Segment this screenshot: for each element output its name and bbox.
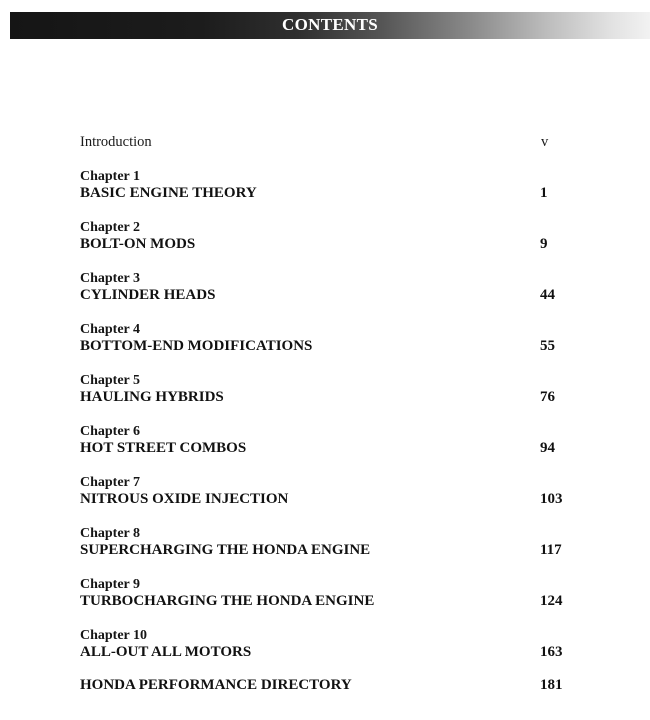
directory-page-number: 181 bbox=[540, 677, 563, 693]
chapter-page-number: 103 bbox=[540, 491, 563, 507]
chapter-title: ALL-OUT ALL MOTORS bbox=[80, 644, 252, 660]
chapter-title: CYLINDER HEADS bbox=[80, 287, 216, 303]
toc-entry-chapter-10 bbox=[80, 628, 570, 664]
chapter-title: SUPERCHARGING THE HONDA ENGINE bbox=[80, 542, 371, 558]
chapter-page-number: 9 bbox=[540, 236, 548, 252]
introduction-label: Introduction bbox=[80, 134, 152, 150]
chapter-page-number: 55 bbox=[540, 338, 555, 354]
chapter-title: BASIC ENGINE THEORY bbox=[80, 185, 257, 201]
chapter-page-number: 44 bbox=[540, 287, 555, 303]
chapter-number: Chapter 7 bbox=[80, 475, 141, 490]
toc-entry-chapter-1 bbox=[80, 169, 570, 205]
toc-entry-introduction bbox=[80, 134, 550, 154]
chapter-number: Chapter 6 bbox=[80, 424, 141, 439]
chapter-page-number: 1 bbox=[540, 185, 548, 201]
chapter-title: HAULING HYBRIDS bbox=[80, 389, 224, 405]
chapter-title: BOLT-ON MODS bbox=[80, 236, 196, 252]
chapter-title: BOTTOM-END MODIFICATIONS bbox=[80, 338, 313, 354]
chapter-title: TURBOCHARGING THE HONDA ENGINE bbox=[80, 593, 375, 609]
contents-header-bar bbox=[10, 12, 650, 39]
toc-entry-chapter-6 bbox=[80, 424, 570, 460]
chapter-page-number: 124 bbox=[540, 593, 563, 609]
chapter-number: Chapter 10 bbox=[80, 628, 148, 643]
toc-entry-chapter-9 bbox=[80, 577, 570, 613]
page-title: CONTENTS bbox=[282, 15, 378, 34]
chapter-title: HOT STREET COMBOS bbox=[80, 440, 247, 456]
chapter-number: Chapter 1 bbox=[80, 169, 141, 184]
toc-entry-chapter-4 bbox=[80, 322, 570, 358]
chapter-page-number: 163 bbox=[540, 644, 563, 660]
toc-entry-chapter-3 bbox=[80, 271, 570, 307]
chapter-number: Chapter 5 bbox=[80, 373, 141, 388]
introduction-page-number: v bbox=[541, 134, 549, 150]
chapter-title: NITROUS OXIDE INJECTION bbox=[80, 491, 289, 507]
toc-entry-chapter-7 bbox=[80, 475, 570, 511]
chapter-number: Chapter 9 bbox=[80, 577, 141, 592]
directory-label: HONDA PERFORMANCE DIRECTORY bbox=[80, 677, 352, 693]
chapter-number: Chapter 8 bbox=[80, 526, 141, 541]
toc-entry-chapter-2 bbox=[80, 220, 570, 256]
chapter-number: Chapter 4 bbox=[80, 322, 141, 337]
chapter-page-number: 76 bbox=[540, 389, 555, 405]
chapter-page-number: 94 bbox=[540, 440, 555, 456]
chapter-number: Chapter 2 bbox=[80, 220, 141, 235]
chapter-number: Chapter 3 bbox=[80, 271, 141, 286]
toc-entry-directory bbox=[80, 677, 570, 697]
chapter-page-number: 117 bbox=[540, 542, 562, 558]
toc-entry-chapter-5 bbox=[80, 373, 570, 409]
toc-entry-chapter-8 bbox=[80, 526, 570, 562]
